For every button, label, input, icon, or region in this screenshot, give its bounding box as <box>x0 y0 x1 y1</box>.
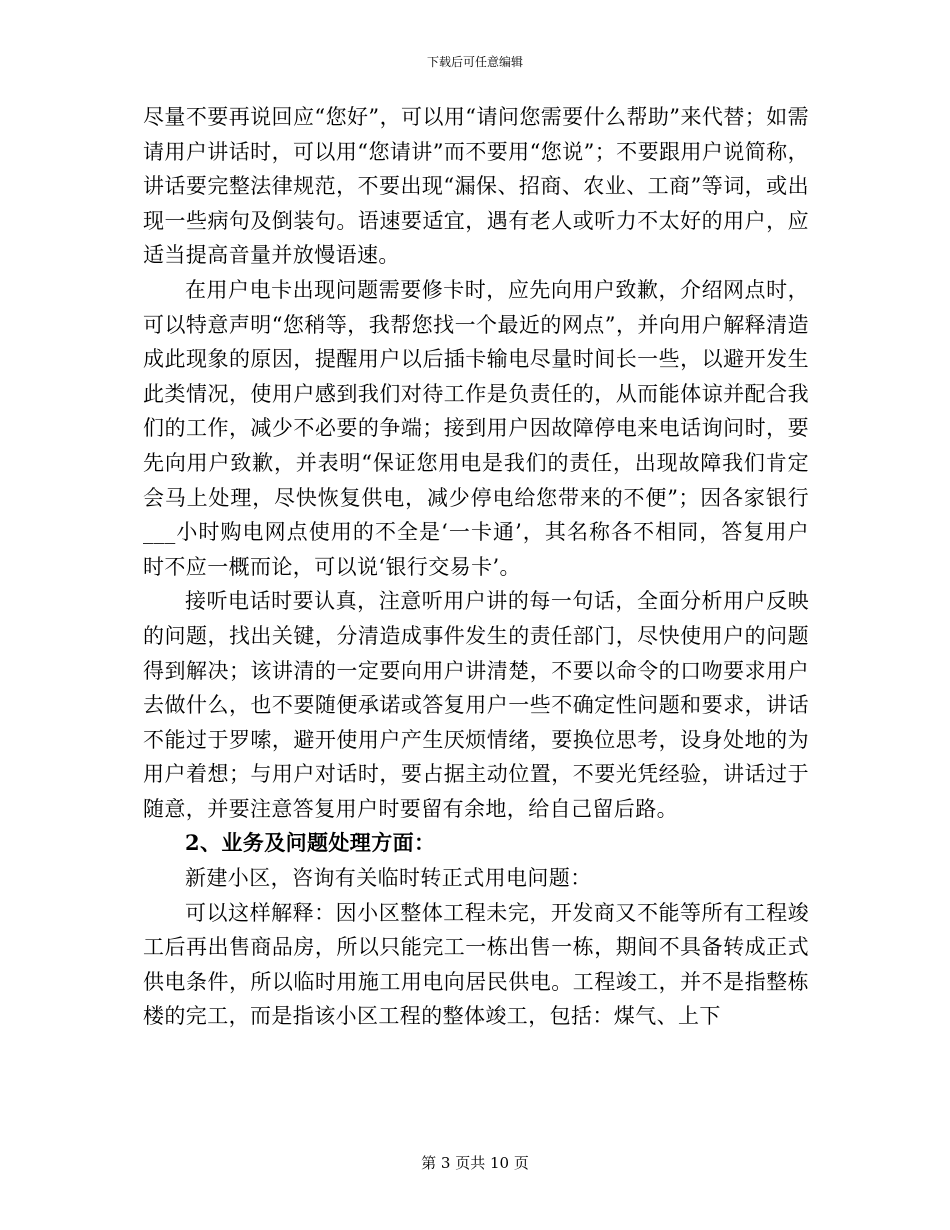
paragraph-1: 尽量不要再说回应“您好”，可以用“请问您需要什么帮助”来代替；如需请用户讲话时，可以用“您请讲”而不要用“您说”；不要跟用户说简称，讲话要完整法律规范，不要出现“漏保、招商、农业、工商”等词，或出现一些病句及倒装句。语速要适宜，遇有老人或听力不太好的用户，应适当提高音量并放慢语速。 <box>143 105 809 268</box>
page-header: 下载后可任意编辑 <box>426 55 523 69</box>
document-body <box>143 100 809 1034</box>
paragraph-5: 可以这样解释：因小区整体工程未完，开发商又不能等所有工程竣工后再出售商品房，所以只能完工一栋出售一栋，期间不具备转成正式供电条件，所以临时用施工用电向居民供电。工程竣工，并不是指整栋楼的完工，而是指该小区工程的整体竣工，包括：煤气、上下 <box>143 900 809 1029</box>
paragraph-4: 新建小区，咨询有关临时转正式用电问题： <box>185 866 592 891</box>
section-heading: 2、业务及问题处理方面： <box>185 830 436 856</box>
page-footer: 第 3 页共 10 页 <box>421 1154 529 1172</box>
paragraph-3: 接听电话时要认真，注意听用户讲的每一句话，全面分析用户反映的问题，找出关键，分清造成事件发生的责任部门，尽快使用户的问题得到解决；该讲清的一定要向用户讲清楚，不要以命令的口吻要求用户去做什么，也不要随便承诺或答复用户一些不确定性问题和要求，讲话不能过于罗嗦，避开使用户产生厌烦情绪，要换位思考，设身处地的为用户着想；与用户对话时，要占据主动位置，不要光凭经验，讲话过于随意，并要注意答复用户时要留有余地，给自己留后路。 <box>143 589 809 821</box>
paragraph-2: 在用户电卡出现问题需要修卡时，应先向用户致歉，介绍网点时，可以特意声明“您稍等，我帮您找一个最近的网点”，并向用户解释清造成此现象的原因，提醒用户以后插卡输电尽量时间长一些，以避开发生此类情况，使用户感到我们对待工作是负责任的，从而能体谅并配合我们的工作，减少不必要的争端；接到用户因故障停电来电话询问时，要先向用户致歉，并表明“保证您用电是我们的责任，出现故障我们肯定会马上处理，尽快恢复供电，减少停电给您带来的不便”；因各家银行___小时购电网点使用的不全是‘一卡通’，其名称各不相同，答复用户时不应一概而论，可以说‘银行交易卡’。 <box>143 277 809 579</box>
